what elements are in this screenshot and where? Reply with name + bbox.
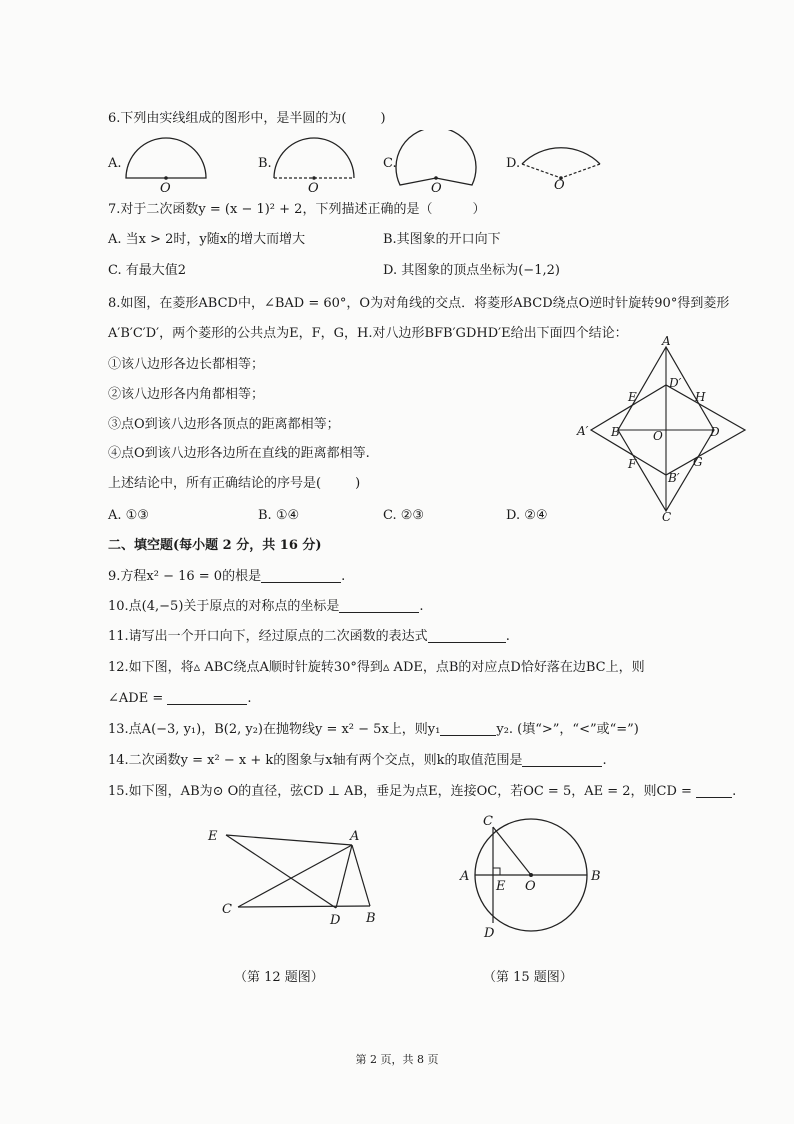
q8-conclusion-3: ③点O到该八边形各顶点的距离都相等； [108,417,340,432]
fig15-label-b: B [591,869,601,884]
q8-line1: 8.如图，在菱形ABCD中，∠BAD = 60°，O为对角线的交点．将菱形ABCD绕点O逆时针旋转90°得到菱形 [108,296,730,311]
q12-answer-blank[interactable] [167,690,247,705]
q8-fig-label-h: H [695,390,706,404]
q8-fig-label-d: D [710,425,720,439]
q8-fig-label-a: A [662,335,671,348]
fig15-caption: （第 15 题图） [483,970,573,985]
q8-ask: 上述结论中，所有正确结论的序号是( ) [108,476,361,491]
q13: 13.点A(−3, y₁)，B(2, y₂)在抛物线y = x² − 5x上，则y₁ y₂. (填“>”，“<”或“=”) [108,722,639,737]
fig15-circle-figure [455,808,615,943]
q10-answer-blank[interactable] [339,598,419,613]
q6-option-a-center: O [160,181,171,196]
q15: 15.如下图，AB为⊙ O的直径，弦CD ⊥ AB，垂足为点E，连接OC，若OC = 5，AE = 2，则CD = . [108,784,737,799]
q6-option-c-center: O [431,181,442,196]
fig12-label-a: A [350,829,360,844]
fig12-triangle-figure [200,820,400,930]
fig15-label-a: A [460,869,470,884]
q7-option-d: D. 其图象的顶点坐标为(−1,2) [383,263,560,278]
fig15-label-e: E [496,879,506,894]
page-footer: 第 2 页，共 8 页 [355,1053,439,1066]
q8-rhombus-figure [575,335,755,525]
q8-option-c: C. ②③ [383,508,425,523]
q8-fig-label-g: G [693,455,703,469]
q11: 11.请写出一个开口向下，经过原点的二次函数的表达式 . [108,629,510,644]
q7-stem: 7.对于二次函数y = (x − 1)² + 2，下列描述正确的是（ ） [108,202,486,217]
q6-figures [0,130,794,210]
q14: 14.二次函数y = x² − x + k的图象与x轴有两个交点，则k的取值范围是 . [108,753,607,768]
q10: 10.点(4,−5)关于原点的对称点的坐标是 . [108,599,424,614]
q7-option-c: C. 有最大值2 [108,263,187,278]
q13-answer-blank[interactable] [440,721,496,736]
q8-option-b: B. ①④ [258,508,300,523]
q6-option-b-center: O [308,181,319,196]
q8-fig-label-f: F [628,457,637,471]
q12-line1: 12.如下图，将▵ ABC绕点A顺时针旋转30°得到▵ ADE，点B的对应点D恰好落在边BC上，则 [108,660,645,675]
q8-fig-label-b: B [611,425,620,439]
q6-option-c-label: C. [383,156,397,171]
fig12-label-b: B [366,911,376,926]
fig15-label-o: O [525,879,536,894]
q6-option-b-label: B. [258,156,272,171]
q7-option-b: B.其图象的开口向下 [383,232,501,247]
q9: 9.方程x² − 16 = 0的根是 . [108,569,346,584]
q7-option-a: A. 当x > 2时，y随x的增大而增大 [108,232,306,247]
q8-fig-label-e: E [628,390,637,404]
section-2-heading: 二、填空题(每小题 2 分，共 16 分) [108,538,322,553]
fig12-label-c: C [222,902,232,917]
q8-conclusion-1: ①该八边形各边长都相等； [108,357,265,372]
q8-line2: A′B′C′D′，两个菱形的公共点为E，F，G，H.对八边形BFB′GDHD′E给出下面四个结论： [108,326,628,341]
q8-fig-label-bprime: B′ [668,471,680,485]
fig12-caption: （第 12 题图） [234,970,324,985]
q8-conclusion-4: ④点O到该八边形各边所在直线的距离都相等. [108,446,370,461]
q6-figure-b [274,138,354,180]
fig15-label-d: D [484,926,495,941]
q6-figure-a [126,138,206,180]
q6-option-d-label: D. [506,156,521,171]
fig12-label-e: E [208,829,218,844]
q11-answer-blank[interactable] [428,628,506,643]
q8-option-a: A. ①③ [108,508,149,523]
q6-figure-c [396,130,476,185]
q14-answer-blank[interactable] [522,752,602,767]
q8-fig-label-aprime: A′ [577,424,589,438]
fig15-label-c: C [483,814,493,829]
q8-conclusion-2: ②该八边形各内角都相等； [108,387,265,402]
q8-fig-label-dprime: D′ [669,376,682,390]
q6-figure-d [522,148,600,180]
fig12-label-d: D [330,913,341,928]
q9-answer-blank[interactable] [261,568,341,583]
q6-stem: 6.下列由实线组成的图形中，是半圆的为( ) [108,111,386,126]
q12-line2: ∠ADE = . [108,691,252,706]
q6-option-a-label: A. [108,156,122,171]
q15-answer-blank[interactable] [696,783,732,798]
q8-fig-label-c: C [662,510,672,524]
q6-option-d-center: O [554,178,565,193]
q8-option-d: D. ②④ [506,508,548,523]
q8-fig-label-o: O [653,429,663,443]
